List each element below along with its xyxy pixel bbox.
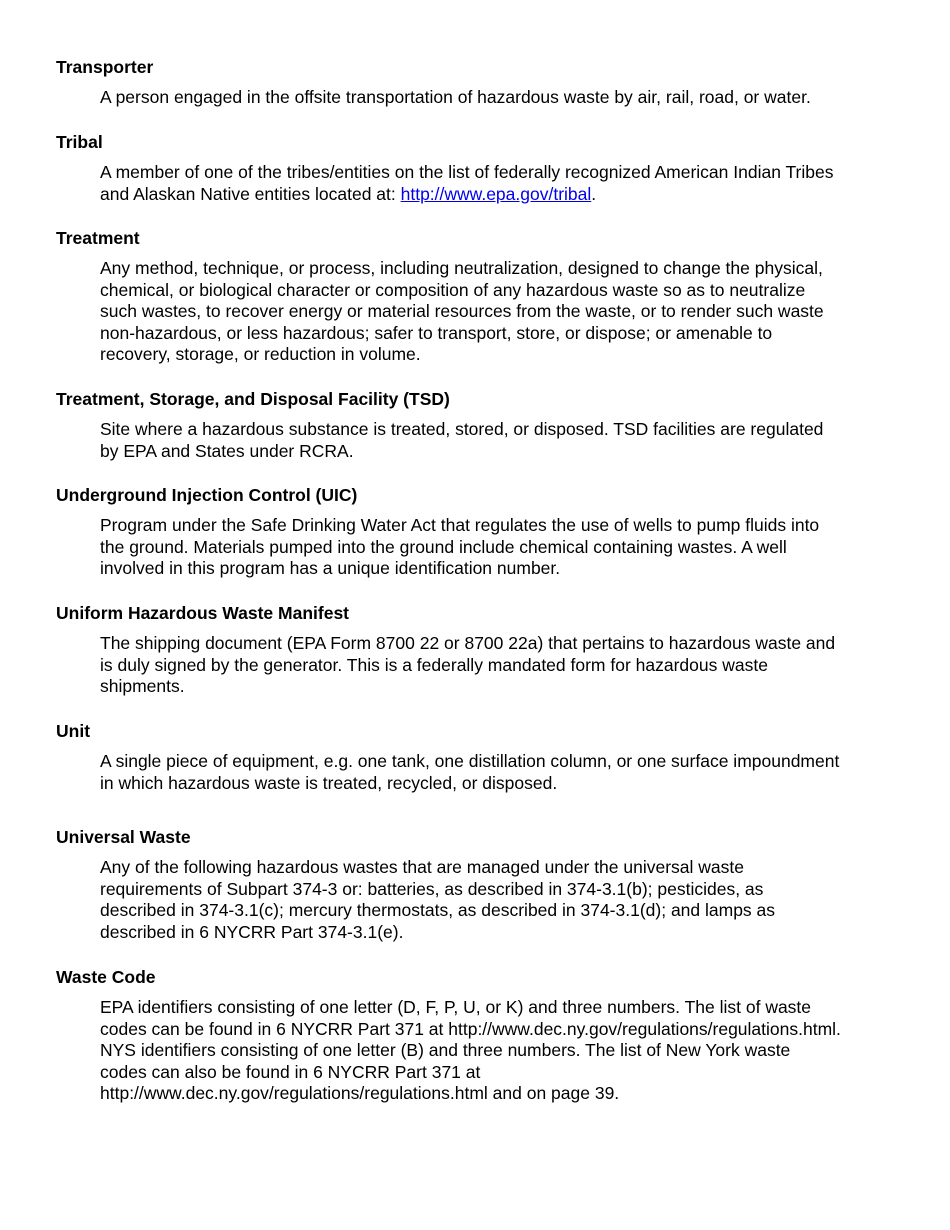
glossary-entry-treatment xyxy=(56,227,906,366)
glossary-entry-uniform-manifest xyxy=(56,602,906,698)
glossary-entry-tribal xyxy=(56,131,906,205)
term-definition: Any method, technique, or process, including neutralization, designed to change the physical, chemical, or biological character or composition of any hazardous waste so as to neutralize such wastes, to recover energy or material resources from the waste, or to render such waste non-hazardous, or less hazardous; safer to transport, store, or dispose; or amenable to recovery, storage, or reduction in volume. xyxy=(100,258,824,364)
term-heading: Universal Waste xyxy=(56,827,191,847)
term-heading: Waste Code xyxy=(56,967,156,987)
glossary-entry-tsd xyxy=(56,388,906,462)
term-definition: Any of the following hazardous wastes that are managed under the universal waste requirements of Subpart 374-3 or: batteries, as described in 374-3.1(b); pesticides, as described in 374-3.1(c); mercury thermostats, as described in 374-3.1(d); and lamps as described in 6 NYCRR Part 374-3.1(e). xyxy=(100,857,776,942)
glossary-entry-universal-waste xyxy=(56,826,906,943)
term-heading: Unit xyxy=(56,721,91,741)
term-definition: Site where a hazardous substance is treated, stored, or disposed. TSD facilities are regulated by EPA and States under RCRA. xyxy=(100,419,824,461)
epa-tribal-link[interactable]: http://www.epa.gov/tribal xyxy=(400,183,592,204)
term-heading: Treatment xyxy=(56,228,140,248)
glossary-entry-transporter xyxy=(56,56,906,109)
definition-text: A member of one of the tribes/entities on the list of federally recognized American Indian Tribes and Alaskan Native entities located at: xyxy=(100,162,834,204)
term-definition: A person engaged in the offsite transportation of hazardous waste by air, rail, road, or water. xyxy=(100,87,811,107)
glossary-entry-uic xyxy=(56,484,906,580)
term-heading: Transporter xyxy=(56,57,154,77)
term-definition: A single piece of equipment, e.g. one tank, one distillation column, or one surface impoundment in which hazardous waste is treated, recycled, or disposed. xyxy=(100,751,840,793)
term-heading: Tribal xyxy=(56,132,103,152)
glossary-entry-unit xyxy=(56,720,906,794)
term-definition xyxy=(100,162,906,205)
term-heading: Uniform Hazardous Waste Manifest xyxy=(56,603,350,623)
term-heading: Underground Injection Control (UIC) xyxy=(56,485,358,505)
term-heading: Treatment, Storage, and Disposal Facility (TSD) xyxy=(56,389,450,409)
term-definition: The shipping document (EPA Form 8700 22 or 8700 22a) that pertains to hazardous waste and is duly signed by the generator. This is a federally mandated form for hazardous waste shipments. xyxy=(100,633,836,696)
term-definition: Program under the Safe Drinking Water Act that regulates the use of wells to pump fluids into the ground. Materials pumped into the ground include chemical containing wastes. A well involved in this program has a unique identification number. xyxy=(100,515,820,578)
term-definition: EPA identifiers consisting of one letter (D, F, P, U, or K) and three numbers. The list of waste codes can be found in 6 NYCRR Part 371 at http://www.dec.ny.gov/regulations/regulations.html. NYS identifiers consisting of one letter (B) and three numbers. The list of New York waste codes can also be found in 6 NYCRR Part 371 at http://www.dec.ny.gov/regulations/regulations.html and on page 39. xyxy=(100,997,841,1103)
definition-text-end: . xyxy=(591,183,597,204)
glossary-entry-waste-code xyxy=(56,966,906,1105)
